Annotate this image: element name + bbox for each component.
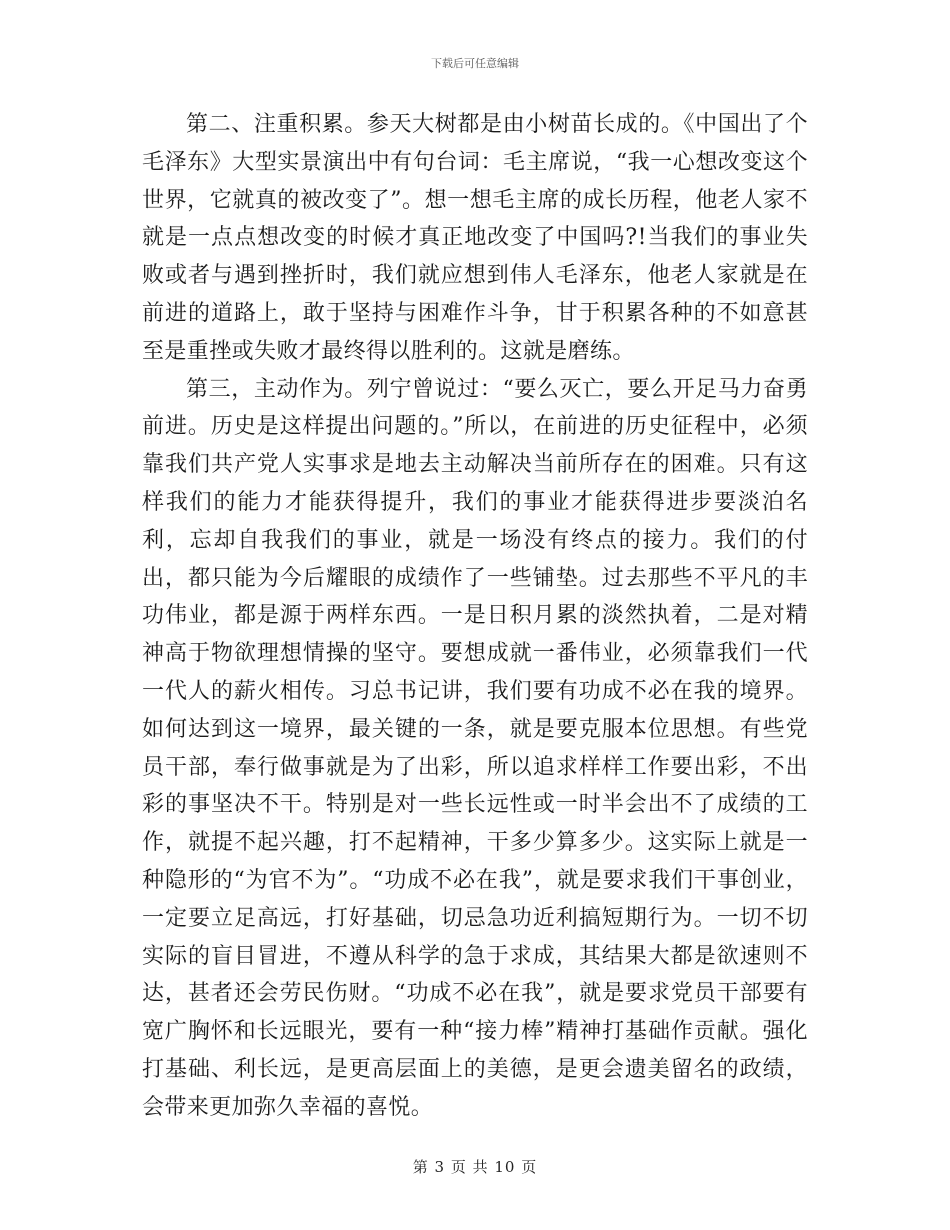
page-number-footer: 第 3 页 共 10 页 [412,1158,538,1176]
paragraph-third-point: 第三，主动作为。列宁曾说过：“要么灭亡，要么开足马力奋勇前进。历史是这样提出问题的。”所以，在前进的历史征程中，必须靠我们共产党人实事求是地去主动解决当前所存在的困难。只有这样我们的能力才能获得提升，我们的事业才能获得进步要淡泊名利，忘却自我我们的事业，就是一场没有终点的接力。我们的付出，都只能为今后耀眼的成绩作了一些铺垫。过去那些不平凡的丰功伟业，都是源于两样东西。一是日积月累的淡然执着，二是对精神高于物欲理想情操的坚守。要想成就一番伟业，必须靠我们一代一代人的薪火相传。习总书记讲，我们要有功成不必在我的境界。如何达到这一境界，最关键的一条，就是要克服本位思想。有些党员干部，奉行做事就是为了出彩，所以追求样样工作要出彩，不出彩的事坚决不干。特别是对一些长远性或一时半会出不了成绩的工作，就提不起兴趣，打不起精神，干多少算多少。这实际上就是一种隐形的“为官不为”。“功成不必在我”，就是要求我们干事创业，一定要立足高远，打好基础，切忌急功近利搞短期行为。一切不切实际的盲目冒进，不遵从科学的急于求成，其结果大都是欲速则不达，甚者还会劳民伤财。“功成不必在我”，就是要求党员干部要有宽广胸怀和长远眼光，要有一种“接力棒”精神打基础作贡献。强化打基础、利长远，是更高层面上的美德，是更会遗美留名的政绩，会带来更加弥久幸福的喜悦。 [142,376,808,1120]
document-body [142,106,808,1127]
page-header-note: 下载后可任意编辑 [431,57,519,70]
paragraph-second-point: 第二、注重积累。参天大树都是由小树苗长成的。《中国出了个毛泽东》大型实景演出中有句台词：毛主席说，“我一心想改变这个世界，它就真的被改变了”。想一想毛主席的成长历程，他老人家不就是一点点想改变的时候才真正地改变了中国吗?!当我们的事业失败或者与遇到挫折时，我们就应想到伟人毛泽东，他老人家就是在前进的道路上，敢于坚持与困难作斗争，甘于积累各种的不如意甚至是重挫或失败才最终得以胜利的。这就是磨练。 [142,112,808,364]
